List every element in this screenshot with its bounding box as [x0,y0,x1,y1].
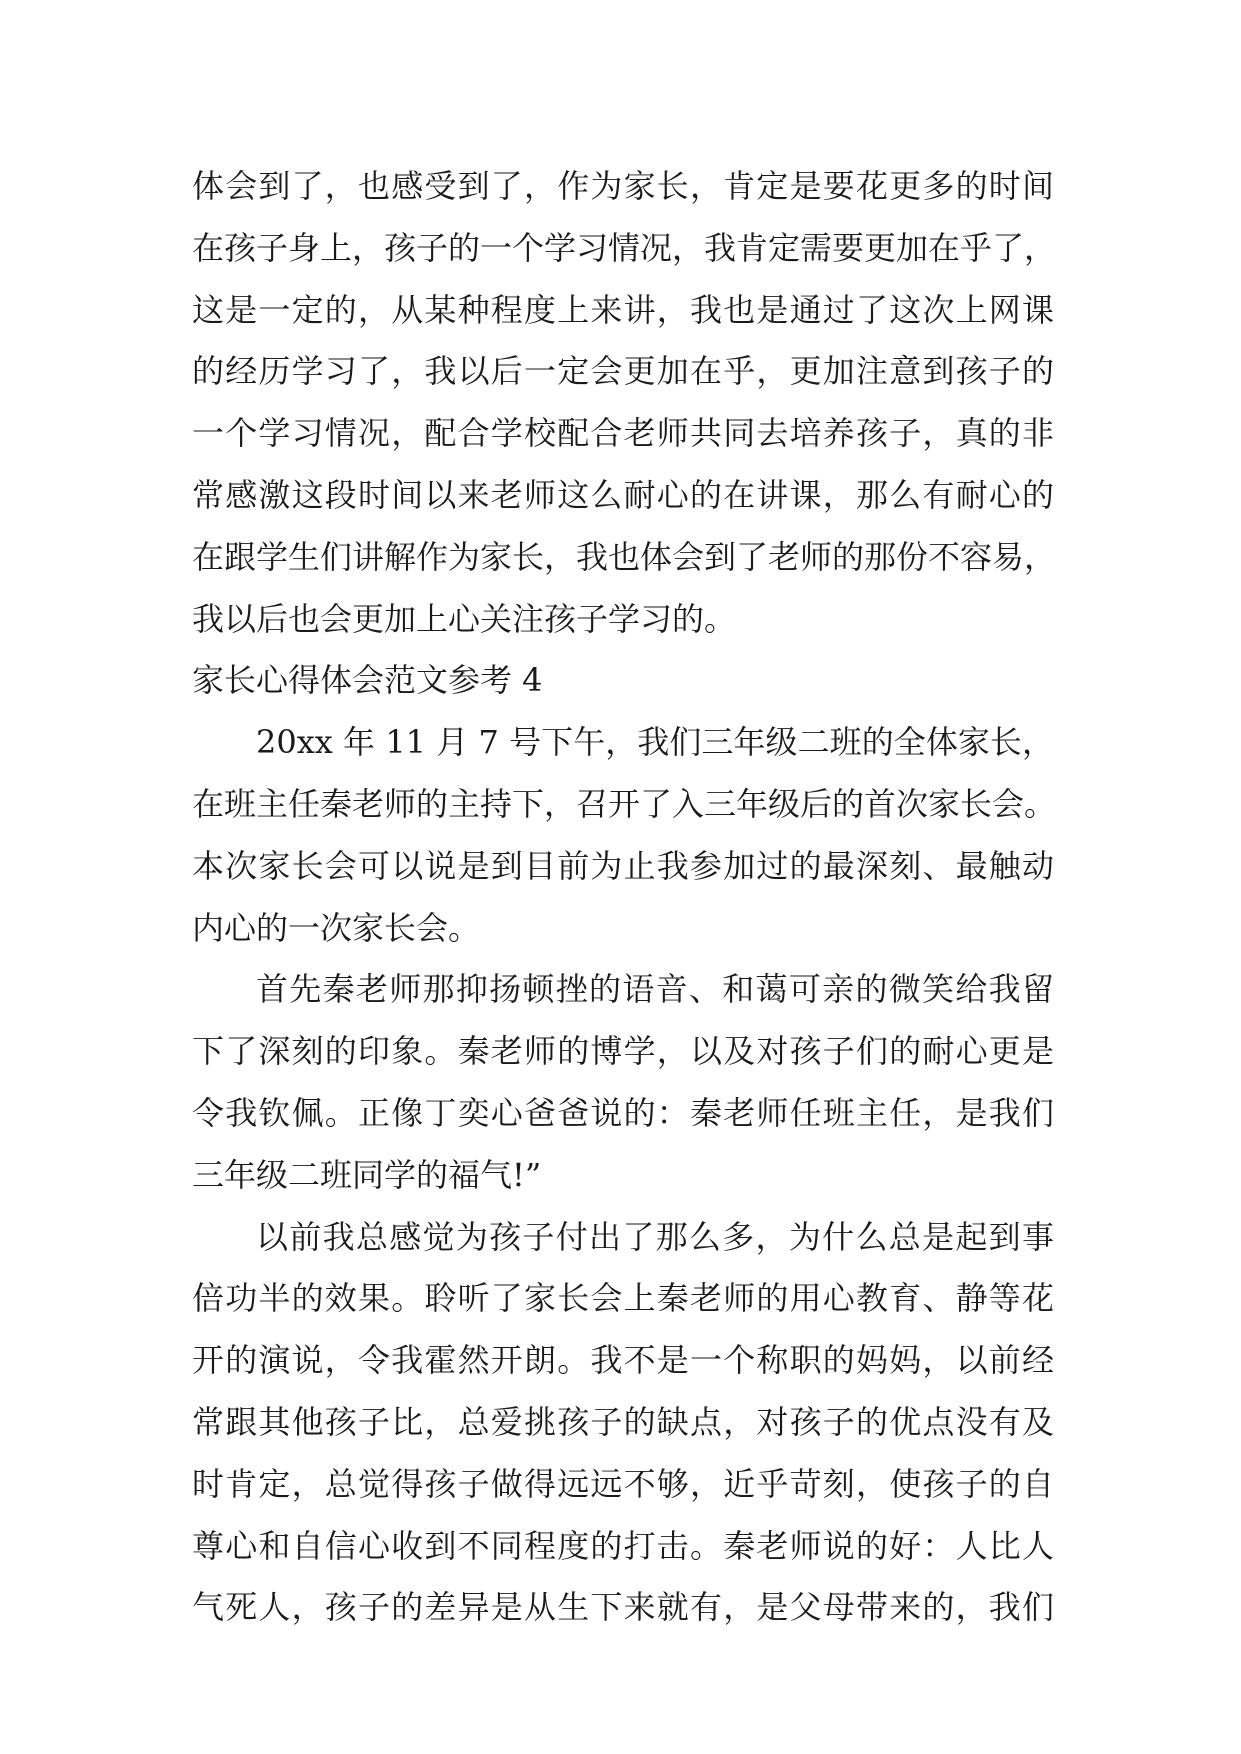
text-line: 令我钦佩。正像丁奕心爸爸说的：秦老师任班主任，是我们 [192,1093,1054,1132]
text-line: 一个学习情况，配合学校配合老师共同去培养孩子，真的非 [192,414,1054,453]
text-line: 内心的一次家长会。 [192,908,481,947]
text-line: 下了深刻的印象。秦老师的博学，以及对孩子们的耐心更是 [192,1032,1054,1071]
text-line: 体会到了，也感受到了，作为家长，肯定是要花更多的时间 [192,167,1054,205]
paragraph [192,959,1054,1206]
text-line: 尊心和自信心收到不同程度的打击。秦老师说的好：人比人 [192,1526,1054,1565]
section-heading: 家长心得体会范文参考 4 [192,661,543,700]
text-line: 常跟其他孩子比，总爱挑孩子的缺点，对孩子的优点没有及 [192,1402,1054,1441]
document-body [192,156,1057,1639]
text-line: 这是一定的，从某种程度上来讲，我也是通过了这次上网课 [192,290,1054,329]
text-line: 在班主任秦老师的主持下，召开了入三年级后的首次家长会。 [192,784,1057,823]
text-line: 以前我总感觉为孩子付出了那么多，为什么总是起到事 [256,1217,1054,1256]
text-line: 我以后也会更加上心关注孩子学习的。 [192,599,737,638]
text-line: 时肯定，总觉得孩子做得远远不够，近乎苛刻，使孩子的自 [192,1464,1054,1503]
paragraph [192,712,1057,959]
text-line: 三年级二班同学的福气!” [192,1155,542,1194]
text-line: 常感激这段时间以来老师这么耐心的在讲课，那么有耐心的 [192,475,1054,514]
text-line: 气死人，孩子的差异是从生下来就有，是父母带来的，我们 [192,1588,1054,1627]
text-line: 首先秦老师那抑扬顿挫的语音、和蔼可亲的微笑给我留 [256,970,1054,1009]
text-line: 在跟学生们讲解作为家长，我也体会到了老师的那份不容易， [192,537,1057,576]
text-line: 在孩子身上，孩子的一个学习情况，我肯定需要更加在乎了， [192,228,1057,267]
paragraph [192,1207,1054,1640]
text-line: 开的演说，令我霍然开朗。我不是一个称职的妈妈，以前经 [192,1341,1054,1380]
paragraph-continuation [192,156,1057,650]
text-line: 20xx 年 11 月 7 号下午，我们三年级二班的全体家长， [256,723,1054,762]
text-line: 本次家长会可以说是到目前为止我参加过的最深刻、最触动 [192,846,1054,885]
text-line: 的经历学习了，我以后一定会更加在乎，更加注意到孩子的 [192,352,1054,391]
text-line: 倍功半的效果。聆听了家长会上秦老师的用心教育、静等花 [192,1279,1054,1318]
